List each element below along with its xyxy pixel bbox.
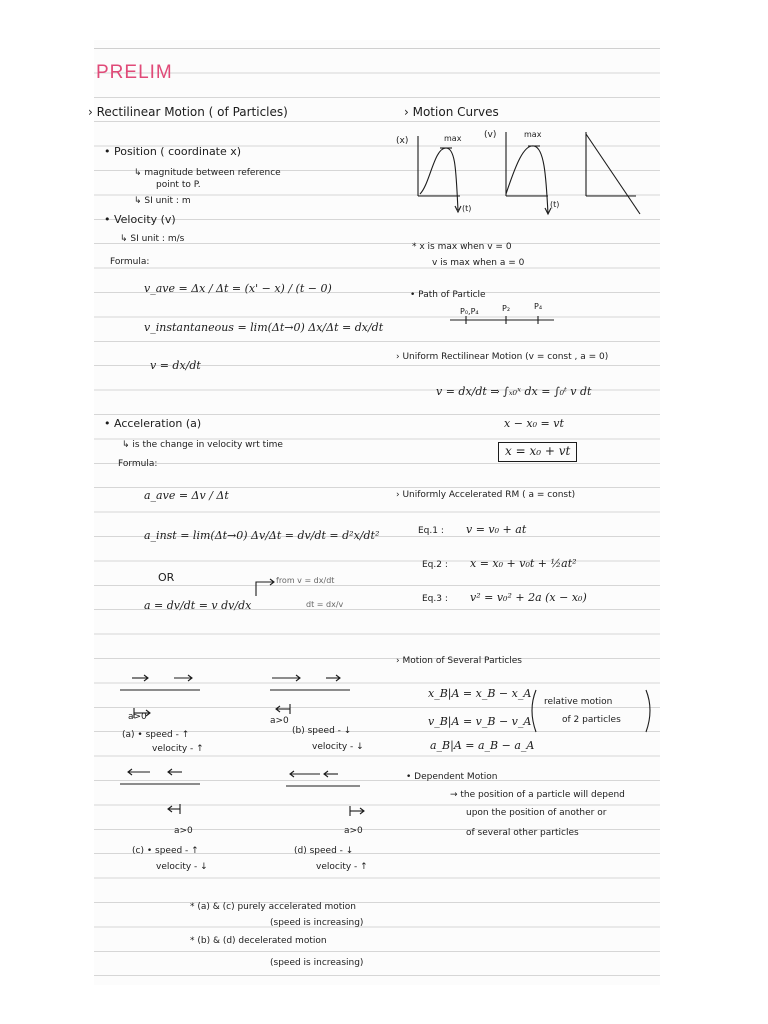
note-accelerated-2: (speed is increasing) bbox=[270, 918, 364, 928]
from-note-1: from v = dx/dt bbox=[276, 576, 335, 585]
velocity-label: • Velocity (v) bbox=[104, 213, 176, 226]
case-c-accel: a>0 bbox=[174, 826, 193, 836]
path-point-2: P₂ bbox=[502, 304, 511, 313]
uarm-eq3-label: Eq.3 : bbox=[422, 594, 448, 604]
several-heading: › Motion of Several Particles bbox=[396, 656, 522, 666]
velocity-formula-label: Formula: bbox=[110, 257, 150, 267]
uarm-eq2-label: Eq.2 : bbox=[422, 560, 448, 570]
position-line2: point to P. bbox=[156, 180, 201, 190]
relative-position: x_B|A = x_B − x_A bbox=[428, 687, 532, 700]
curve-t-label-2: (t) bbox=[550, 200, 560, 209]
case-c-velocity: velocity - ↓ bbox=[156, 862, 208, 872]
relative-note-2: of 2 particles bbox=[562, 715, 621, 725]
uarm-eq2: x = x₀ + v₀t + ½at² bbox=[470, 557, 577, 570]
curves-note-1: * x is max when v = 0 bbox=[412, 242, 512, 252]
relative-note-1: relative motion bbox=[544, 697, 613, 707]
curve-t-label-1: (t) bbox=[462, 204, 472, 213]
uarm-eq3: v² = v₀² + 2a (x − x₀) bbox=[470, 591, 587, 604]
a-alternate-formula: a = dv/dt = v dv/dx bbox=[144, 599, 252, 612]
case-d-caption: (d) speed - ↓ bbox=[294, 846, 354, 856]
dependent-line-2: upon the position of another or bbox=[466, 808, 607, 818]
curve-max-2: max bbox=[524, 130, 542, 139]
uarm-eq1-label: Eq.1 : bbox=[418, 526, 444, 536]
uarm-heading: › Uniformly Accelerated RM ( a = const) bbox=[396, 490, 576, 500]
case-a-caption: (a) • speed - ↑ bbox=[122, 730, 190, 740]
urm-result-box: x = x₀ + vt bbox=[498, 442, 577, 462]
note-accelerated-1: * (a) & (c) purely accelerated motion bbox=[190, 902, 356, 912]
case-d-accel: a>0 bbox=[344, 826, 363, 836]
top-margin-line bbox=[94, 48, 660, 49]
velocity-line1: ↳ SI unit : m/s bbox=[120, 234, 185, 244]
dependent-motion-label: • Dependent Motion bbox=[406, 772, 498, 782]
position-label: • Position ( coordinate x) bbox=[104, 145, 242, 158]
curve-v-label: (v) bbox=[484, 130, 497, 140]
uarm-eq1: v = v₀ + at bbox=[466, 523, 527, 536]
motion-curves-heading: › Motion Curves bbox=[404, 105, 499, 119]
case-a-accel: a>0 bbox=[128, 712, 147, 722]
rectilinear-heading: › Rectilinear Motion ( of Particles) bbox=[88, 105, 288, 119]
note-decelerated-2: (speed is increasing) bbox=[270, 958, 364, 968]
case-b-caption: (b) speed - ↓ bbox=[292, 726, 352, 736]
a-instantaneous-formula: a_inst = lim(Δt→0) Δv/Δt = dv/dt = d²x/dt² bbox=[144, 529, 380, 542]
path-point-1: P₀,P₄ bbox=[460, 307, 479, 316]
position-line3: ↳ SI unit : m bbox=[134, 196, 191, 206]
relative-acceleration: a_B|A = a_B − a_A bbox=[430, 739, 535, 752]
case-c-caption: (c) • speed - ↑ bbox=[132, 846, 199, 856]
or-label: OR bbox=[158, 571, 175, 584]
note-decelerated-1: * (b) & (d) decelerated motion bbox=[190, 936, 327, 946]
urm-equation-1: v = dx/dt ⇒ ∫ₓ₀ˣ dx = ∫₀ᵗ v dt bbox=[436, 385, 592, 398]
from-note-2: dt = dx/v bbox=[306, 600, 344, 609]
case-d-velocity: velocity - ↑ bbox=[316, 862, 368, 872]
a-average-formula: a_ave = Δv / Δt bbox=[144, 489, 229, 502]
acceleration-line1: ↳ is the change in velocity wrt time bbox=[122, 440, 283, 450]
curve-max-1: max bbox=[444, 134, 462, 143]
page-title: PRELIM bbox=[96, 62, 173, 83]
dependent-line-1: → the position of a particle will depend bbox=[450, 790, 625, 800]
relative-velocity: v_B|A = v_B − v_A bbox=[428, 715, 532, 728]
curve-x-label: (x) bbox=[396, 136, 409, 146]
path-label: • Path of Particle bbox=[410, 290, 486, 300]
motion-curves-graph bbox=[400, 124, 640, 234]
acceleration-formula-label: Formula: bbox=[118, 459, 158, 469]
curves-note-2: v is max when a = 0 bbox=[432, 258, 525, 268]
relative-motion-parens bbox=[528, 688, 658, 734]
case-b-velocity: velocity - ↓ bbox=[312, 742, 364, 752]
dependent-line-3: of several other particles bbox=[466, 828, 579, 838]
position-line1: ↳ magnitude between reference bbox=[134, 168, 281, 178]
acceleration-label: • Acceleration (a) bbox=[104, 417, 202, 430]
urm-equation-2: x − x₀ = vt bbox=[504, 417, 564, 430]
path-point-3: P₄ bbox=[534, 302, 543, 311]
v-average-formula: v_ave = Δx / Δt = (x' − x) / (t − 0) bbox=[144, 282, 332, 295]
case-b-accel: a>0 bbox=[270, 716, 289, 726]
urm-heading: › Uniform Rectilinear Motion (v = const , a = 0) bbox=[396, 352, 609, 362]
case-a-velocity: velocity - ↑ bbox=[152, 744, 204, 754]
v-definition-formula: v = dx/dt bbox=[150, 359, 201, 372]
v-instantaneous-formula: v_instantaneous = lim(Δt→0) Δx/Δt = dx/dt bbox=[144, 321, 384, 334]
